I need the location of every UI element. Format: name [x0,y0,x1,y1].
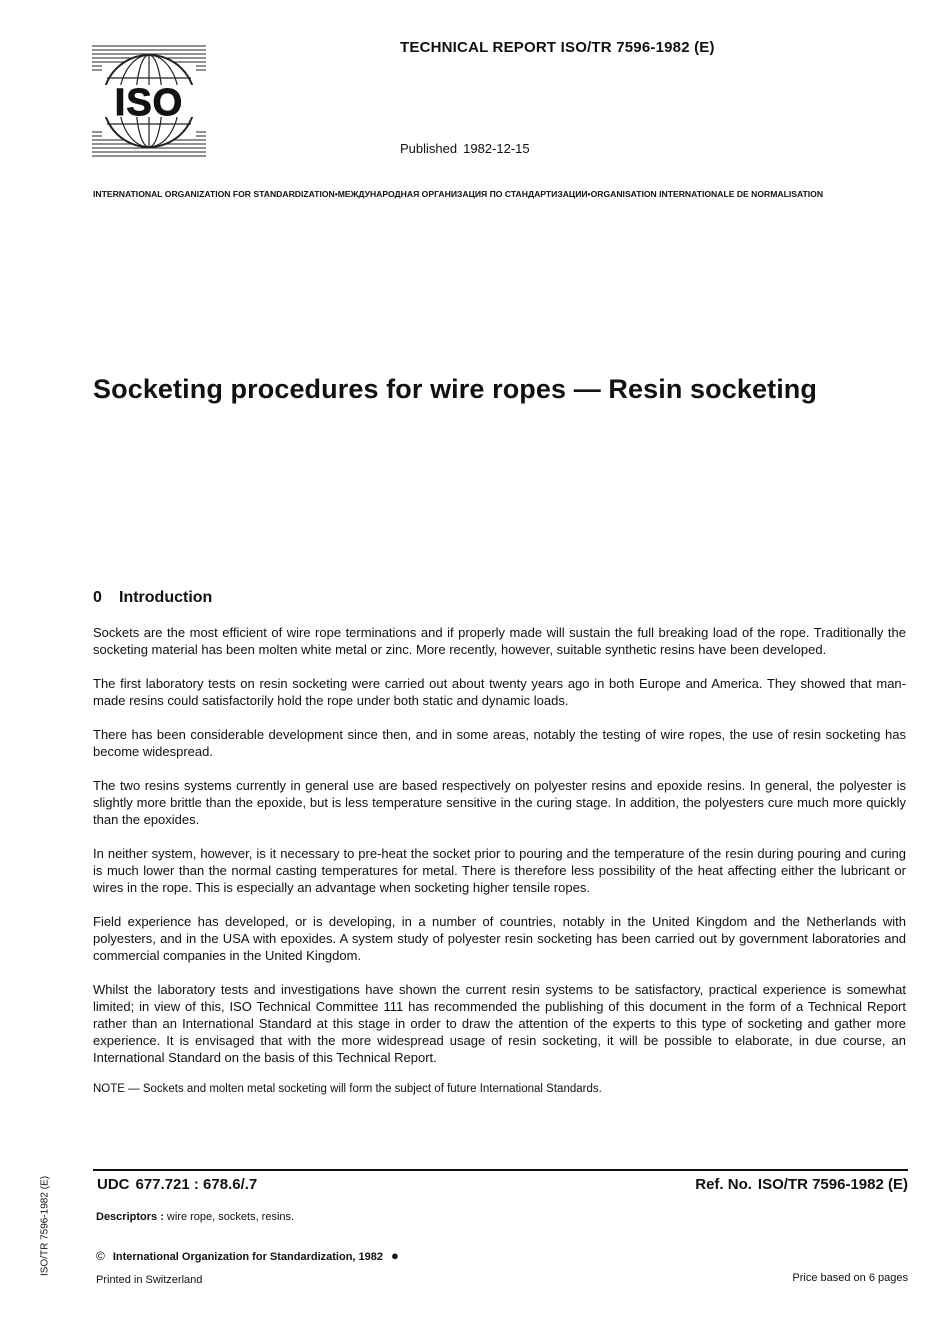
copyright-text: International Organization for Standardization, 1982 [112,1251,383,1263]
paragraph: There has been considerable development since then, and in some areas, notably the testing of wire ropes, the use of resin socketing has become widespread. [93,727,906,759]
bullet-icon: ● [391,1248,399,1263]
paragraph: Sockets are the most efficient of wire rope terminations and if properly made will sustain the full breaking load of the rope. Traditionally the socketing material has been molten white metal or zinc. More recently, however, suitable synthetic resins have been developed. [93,625,906,657]
ref-value: ISO/TR 7596-1982 (E) [757,1176,908,1193]
descriptors [96,1211,294,1223]
publication-info [400,141,530,156]
section-number: 0 [93,589,102,606]
udc-value: 677.721 : 678.6/.7 [135,1176,258,1193]
section-title: Introduction [119,589,213,606]
udc-label: UDC [97,1176,130,1193]
published-label: Published [400,141,458,156]
side-label-text: ISO/TR 7596-1982 (E) [39,1175,51,1277]
logo-text: ISO [114,82,184,124]
report-title: TECHNICAL REPORT ISO/TR 7596-1982 (E) [400,39,715,56]
iso-logo [92,44,206,158]
copyright [96,1248,399,1263]
printed-location: Printed in Switzerland [96,1274,203,1286]
price-info: Price based on 6 pages [792,1272,908,1284]
paragraph: Field experience has developed, or is developing, in a number of countries, notably in the United Kingdom and the Netherlands with polyesters, and in the USA with epoxides. A system study of polyester resin socketing has been carried out by government laboratories and commercial companies in the United Kingdom. [93,914,906,963]
paragraph: The first laboratory tests on resin socketing were carried out about twenty years ago in both Europe and America. They showed that man-made resins could satisfactorily hold the rope under both static and dynamic loads. [93,676,906,708]
paragraph: The two resins systems currently in general use are based respectively on polyester resins and epoxide resins. In general, the polyester is slightly more brittle than the epoxide, but is less temperature sensitive in the curing stage. In addition, the polyesters cure much more quickly than the epoxides. [93,778,906,827]
introduction-body [93,624,906,1115]
reference-number [695,1176,908,1193]
section-heading [93,589,212,607]
iso-globe-logo-icon [92,44,206,158]
copyright-icon: © [96,1249,105,1263]
descriptors-label: Descriptors : [96,1211,164,1223]
paragraph: Whilst the laboratory tests and investigations have shown the current resin systems to be satisfactory, practical experience is somewhat limited; in view of this, ISO Technical Committee 111 has recommended the publishing of this document in the form of a Technical Report rather than an International Standard at this stage in order to draw the attention of the experts to this type of socketing and gather more experience. It is envisaged that with the more widespread usage of resin socketing, it will be possible to elaborate, in due course, an International Standard on the basis of this Technical Report. [93,982,906,1065]
descriptors-value: wire rope, sockets, resins. [166,1211,295,1223]
side-label [36,1167,54,1285]
published-date: 1982-12-15 [463,141,530,156]
footer-divider [93,1169,908,1171]
note: NOTE — Sockets and molten metal socketing will form the subject of future International Standards. [93,1083,602,1095]
document-title: Socketing procedures for wire ropes — Resin socketing [93,374,817,404]
paragraph: In neither system, however, is it necessary to pre-heat the socket prior to pouring and the temperature of the resin during pouring and curing is much lower than the normal casting temperatures for metal. There is therefore less possibility of the heat affecting either the lubricant or wires in the rope. This is especially an advantage when socketing higher tensile ropes. [93,846,906,895]
udc-classification [97,1176,257,1193]
ref-label: Ref. No. [695,1176,752,1193]
organization-names: INTERNATIONAL ORGANIZATION FOR STANDARDIZATION•МЕЖДУНАРОДНАЯ ОРГАНИЗАЦИЯ ПО СТАНДАРТИЗАЦИИ•ORGANISATION INTERNATIONALE DE NORMALISATION [93,189,824,199]
